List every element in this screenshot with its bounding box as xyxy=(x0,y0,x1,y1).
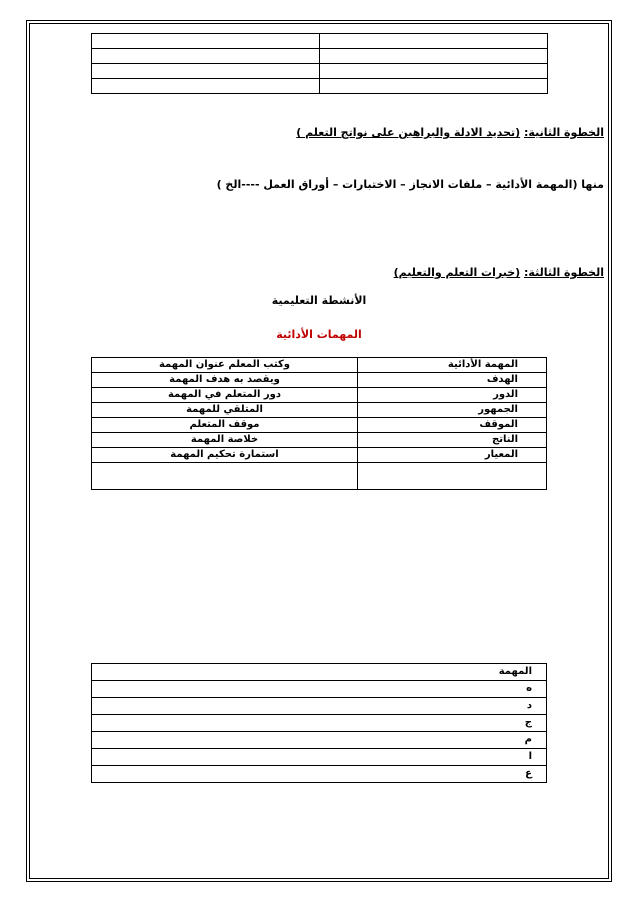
task-value: ويقصد به هدف المهمة xyxy=(92,373,358,388)
task-label: الموقف xyxy=(358,418,547,433)
task-value: موقف المتعلم xyxy=(92,418,358,433)
table-row xyxy=(92,681,547,698)
task-value: استمارة تحكيم المهمة xyxy=(92,448,358,463)
letter-cell: م xyxy=(92,732,547,749)
table-row xyxy=(92,715,547,732)
table-row xyxy=(92,388,547,403)
table-row xyxy=(92,732,547,749)
task-label: المهمة الأدائية xyxy=(358,358,547,373)
letter-cell: ا xyxy=(92,749,547,766)
table-row xyxy=(92,418,547,433)
task-value: دور المتعلم في المهمة xyxy=(92,388,358,403)
task-label: الدور xyxy=(358,388,547,403)
table-row xyxy=(92,766,547,783)
task-value: وكتب المعلم عنوان المهمة xyxy=(92,358,358,373)
table-row xyxy=(92,448,547,463)
task-table xyxy=(91,357,547,490)
letter-cell: ج xyxy=(92,715,547,732)
letter-cell: ع xyxy=(92,766,547,783)
letters-header: المهمة xyxy=(92,664,547,681)
task-label: الجمهور xyxy=(358,403,547,418)
step2-title: (تحديد الادلة والبراهين على نواتج التعلم ) xyxy=(296,126,521,139)
task-label: الهدف xyxy=(358,373,547,388)
table-row xyxy=(92,358,547,373)
table-row xyxy=(92,664,547,681)
table-row xyxy=(92,698,547,715)
step3-title: (خبرات التعلم والتعليم) xyxy=(393,266,521,279)
task-value: المتلقي للمهمة xyxy=(92,403,358,418)
letter-cell: ه xyxy=(92,681,547,698)
activities-title: الأنشطة التعليمية xyxy=(271,294,367,307)
table-row xyxy=(92,463,547,490)
table-row xyxy=(92,749,547,766)
step2-heading-line xyxy=(296,126,604,139)
letters-table xyxy=(91,663,547,783)
task-label: الناتج xyxy=(358,433,547,448)
task-value: خلاصة المهمة xyxy=(92,433,358,448)
table-row xyxy=(92,403,547,418)
tasks-title: المهمات الأدائية xyxy=(276,328,362,341)
letter-cell: د xyxy=(92,698,547,715)
table-row xyxy=(92,433,547,448)
top-empty-table xyxy=(91,33,548,94)
step2-examples: منها (المهمة الأدائية – ملفات الانجاز – الاختبارات – أوراق العمل ----الخ ) xyxy=(216,178,604,191)
step3-heading-line xyxy=(394,266,604,279)
step2-heading: الخطوة الثانية: xyxy=(524,126,604,139)
empty-cell xyxy=(92,463,358,490)
empty-cell xyxy=(358,463,547,490)
table-row xyxy=(92,373,547,388)
step3-heading: الخطوة الثالثة: xyxy=(524,266,604,279)
task-label: المعيار xyxy=(358,448,547,463)
